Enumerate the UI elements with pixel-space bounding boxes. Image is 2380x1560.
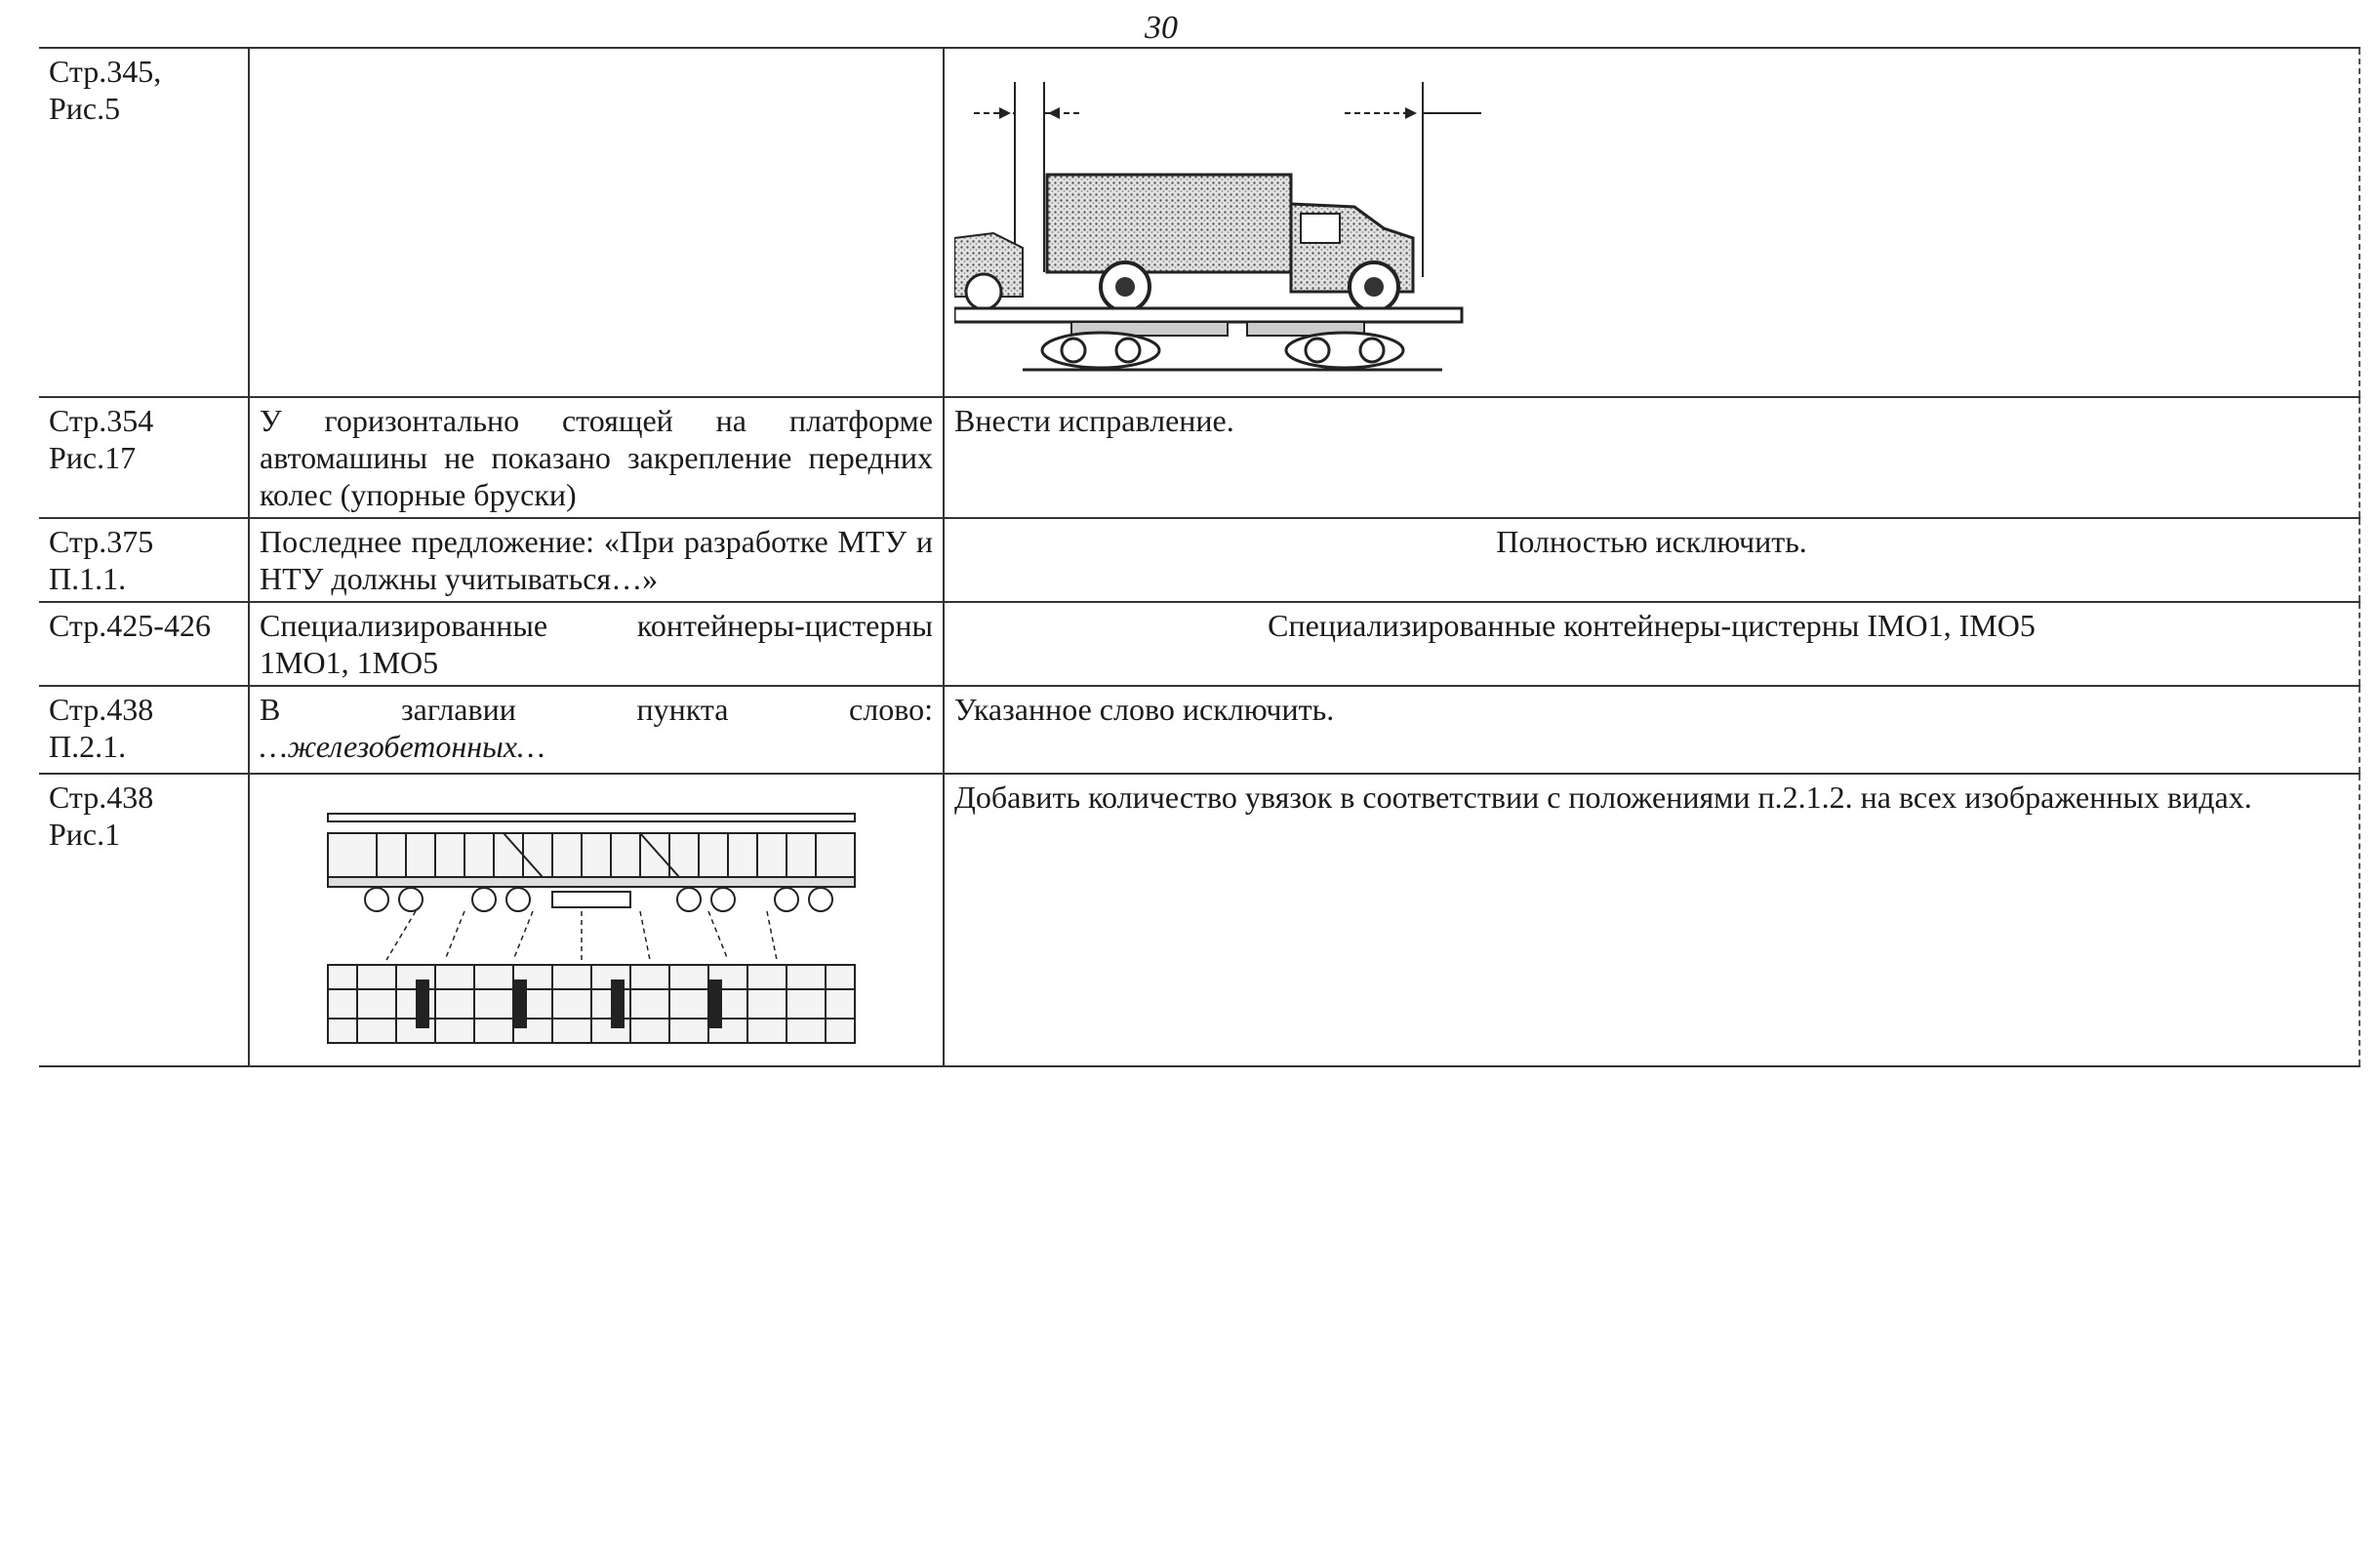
location-cell <box>39 774 249 1066</box>
found-cell <box>249 774 944 1066</box>
found-cell: Специализированные контейнеры-цистерны 1МО1, 1МО5 <box>249 602 944 686</box>
found-cell: У горизонтально стоящей на платформе автомашины не показано закрепление передних колес (упорные бруски) <box>249 397 944 518</box>
table-row <box>39 48 2360 397</box>
location-cell <box>39 397 249 518</box>
truck-on-platform-figure <box>954 53 1501 375</box>
location-page: Стр.438 <box>49 692 154 727</box>
location-page: Стр.345, <box>49 54 162 89</box>
location-page: Стр.438 <box>49 780 154 815</box>
found-cell <box>249 686 944 774</box>
correction-cell: Полностью исключить. <box>944 518 2360 602</box>
correction-cell: Добавить количество увязок в соответствии с положениями п.2.1.2. на всех изображенных видах. <box>944 774 2360 1066</box>
location-cell <box>39 48 249 397</box>
table-row <box>39 686 2360 774</box>
found-italic-word: …железобетонных… <box>260 729 545 764</box>
table-row <box>39 397 2360 518</box>
correction-cell: Внести исправление. <box>944 397 2360 518</box>
location-page: Стр.354 <box>49 403 154 438</box>
correction-cell: Указанное слово исключить. <box>944 686 2360 774</box>
errata-table <box>39 47 2360 1067</box>
found-cell: Последнее предложение: «При разработке МТУ и НТУ должны учитываться…» <box>249 518 944 602</box>
location-cell <box>39 602 249 686</box>
location-ref: П.2.1. <box>49 729 127 764</box>
location-page: Стр.425-426 <box>49 608 211 643</box>
location-ref: Рис.1 <box>49 817 121 852</box>
table-row <box>39 602 2360 686</box>
found-cell <box>249 48 944 397</box>
location-ref: Рис.17 <box>49 440 137 475</box>
correction-cell: Специализированные контейнеры-цистерны IМО1, IМО5 <box>944 602 2360 686</box>
location-cell <box>39 518 249 602</box>
page-number: 30 <box>1145 10 1178 46</box>
location-ref: П.1.1. <box>49 561 127 596</box>
location-page: Стр.375 <box>49 524 154 559</box>
wagon-drawing-figure <box>318 794 865 1058</box>
table-row <box>39 518 2360 602</box>
correction-cell <box>944 48 2360 397</box>
table-row <box>39 774 2360 1066</box>
found-prefix: В заглавии пункта слово: <box>260 692 933 727</box>
location-ref: Рис.5 <box>49 91 121 126</box>
location-cell <box>39 686 249 774</box>
